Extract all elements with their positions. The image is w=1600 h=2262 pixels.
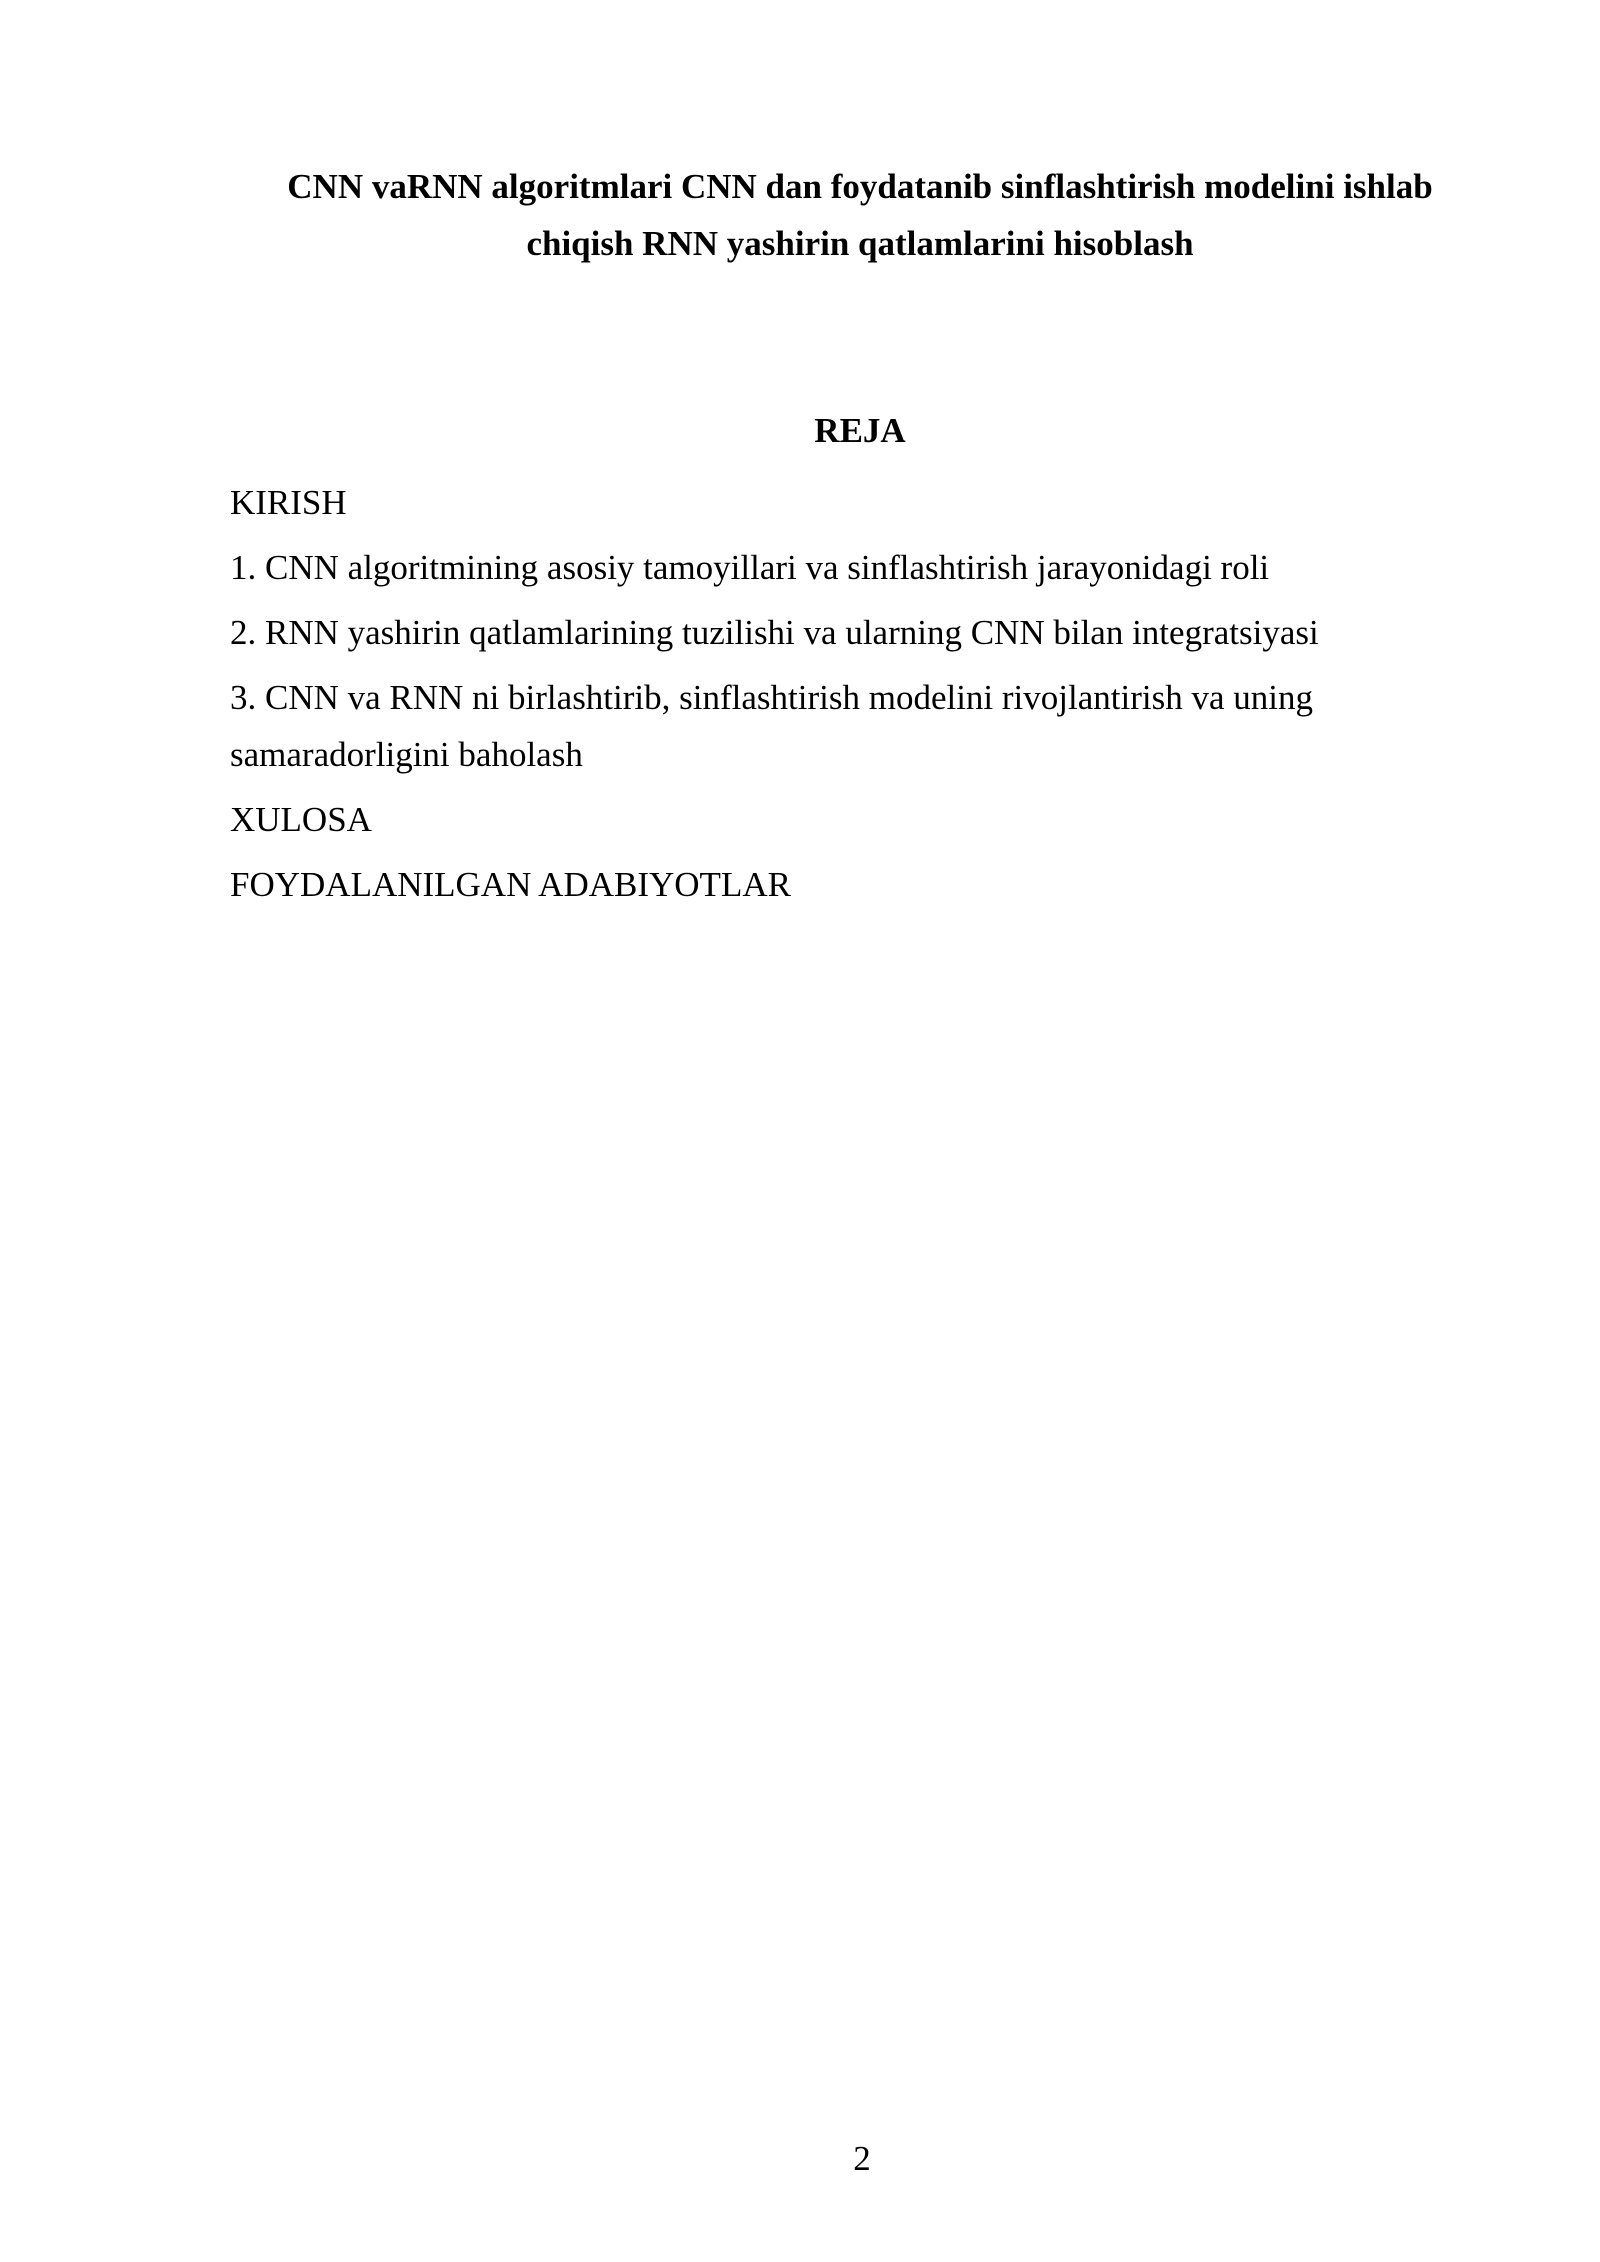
page-number: 2 bbox=[853, 2139, 871, 2178]
document-title: CNN vaRNN algoritmlari CNN dan foydatanib sinflashtirish modelini ishlab chiqish RNN yashirin qatlamlarini hisoblash bbox=[287, 167, 1433, 263]
plan-item-references: FOYDALANILGAN ADABIYOTLAR bbox=[230, 865, 791, 904]
plan-item-1: 1. CNN algoritmining asosiy tamoyillari va sinflashtirish jarayonidagi roli bbox=[230, 548, 1270, 587]
plan-item-2: 2. RNN yashirin qatlamlarining tuzilishi va ularning CNN bilan integratsiyasi bbox=[230, 613, 1319, 652]
plan-heading: REJA bbox=[814, 411, 906, 450]
plan-item-3: 3. CNN va RNN ni birlashtirib, sinflashtirish modelini rivojlantirish va uning samaradorligini baholash bbox=[230, 678, 1313, 774]
plan-item-conclusion: XULOSA bbox=[230, 800, 372, 839]
plan-list bbox=[230, 474, 1430, 921]
plan-item-introduction: KIRISH bbox=[230, 483, 347, 522]
